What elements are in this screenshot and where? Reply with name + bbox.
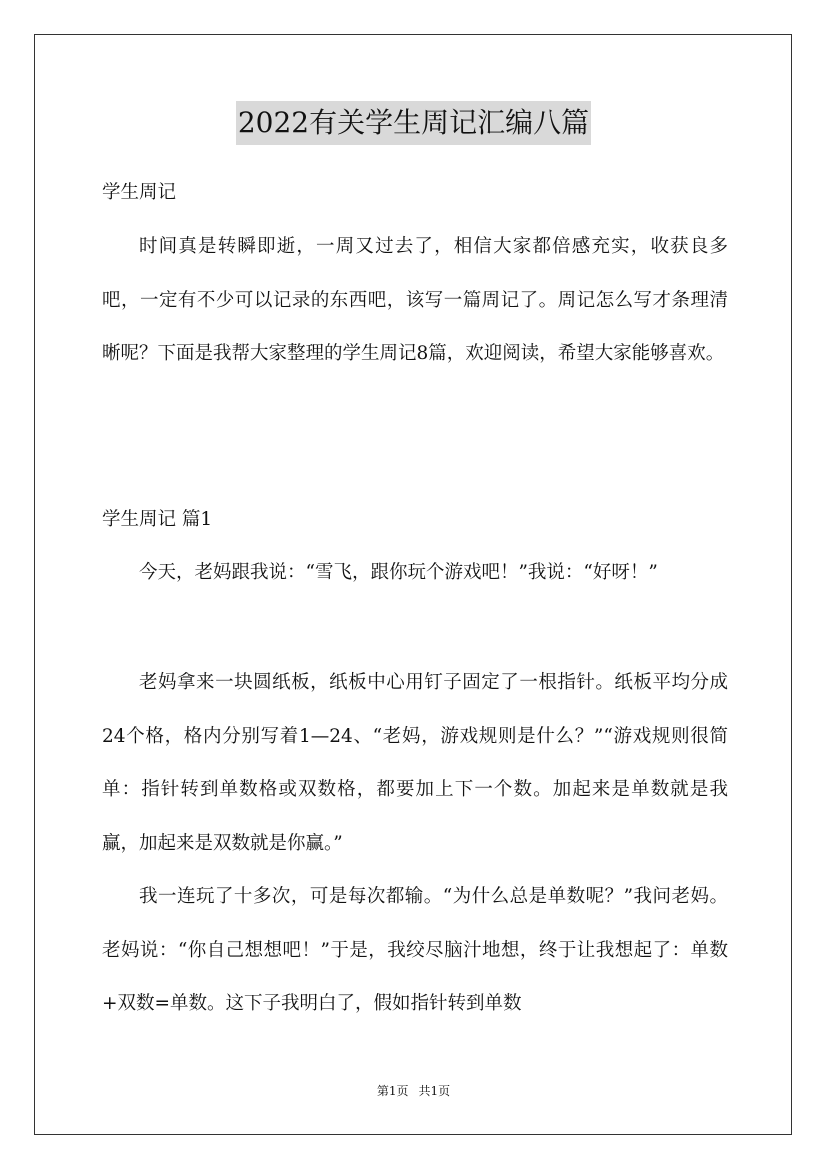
document-title-text: 2022有关学生周记汇编八篇	[236, 101, 591, 145]
intro-paragraph: 时间真是转瞬即逝，一周又过去了，相信大家都倍感充实，收获良多吧，一定有不少可以记录的东西吧，该写一篇周记了。周记怎么写才条理清晰呢？下面是我帮大家整理的学生周记8篇，欢迎阅读，希望大家能够喜欢。	[102, 236, 728, 364]
page-footer	[0, 1082, 827, 1100]
page-number-current: 第1页	[376, 1084, 409, 1098]
body-paragraph: 老妈拿来一块圆纸板，纸板中心用钉子固定了一根指针。纸板平均分成24个格，格内分别写着1—24、“老妈，游戏规则是什么？”“游戏规则很简单：指针转到单数格或双数格，都要加上下一个数。加起来是单数就是我赢，加起来是双数就是你赢。”	[102, 672, 728, 854]
body-paragraph: 我一连玩了十多次，可是每次都输。“为什么总是单数呢？”我问老妈。老妈说：“你自己想想吧！”于是，我绞尽脑汁地想，终于让我想起了：单数+双数=单数。这下子我明白了，假如指针转到单数	[102, 886, 728, 1014]
section-heading: 学生周记	[102, 182, 177, 203]
page-number-total: 共1页	[418, 1084, 451, 1098]
article-heading: 学生周记 篇1	[102, 509, 213, 530]
body-paragraph: 今天，老妈跟我说：“雪飞，跟你玩个游戏吧！”我说：“好呀！”	[139, 562, 658, 583]
document-title	[0, 101, 827, 145]
